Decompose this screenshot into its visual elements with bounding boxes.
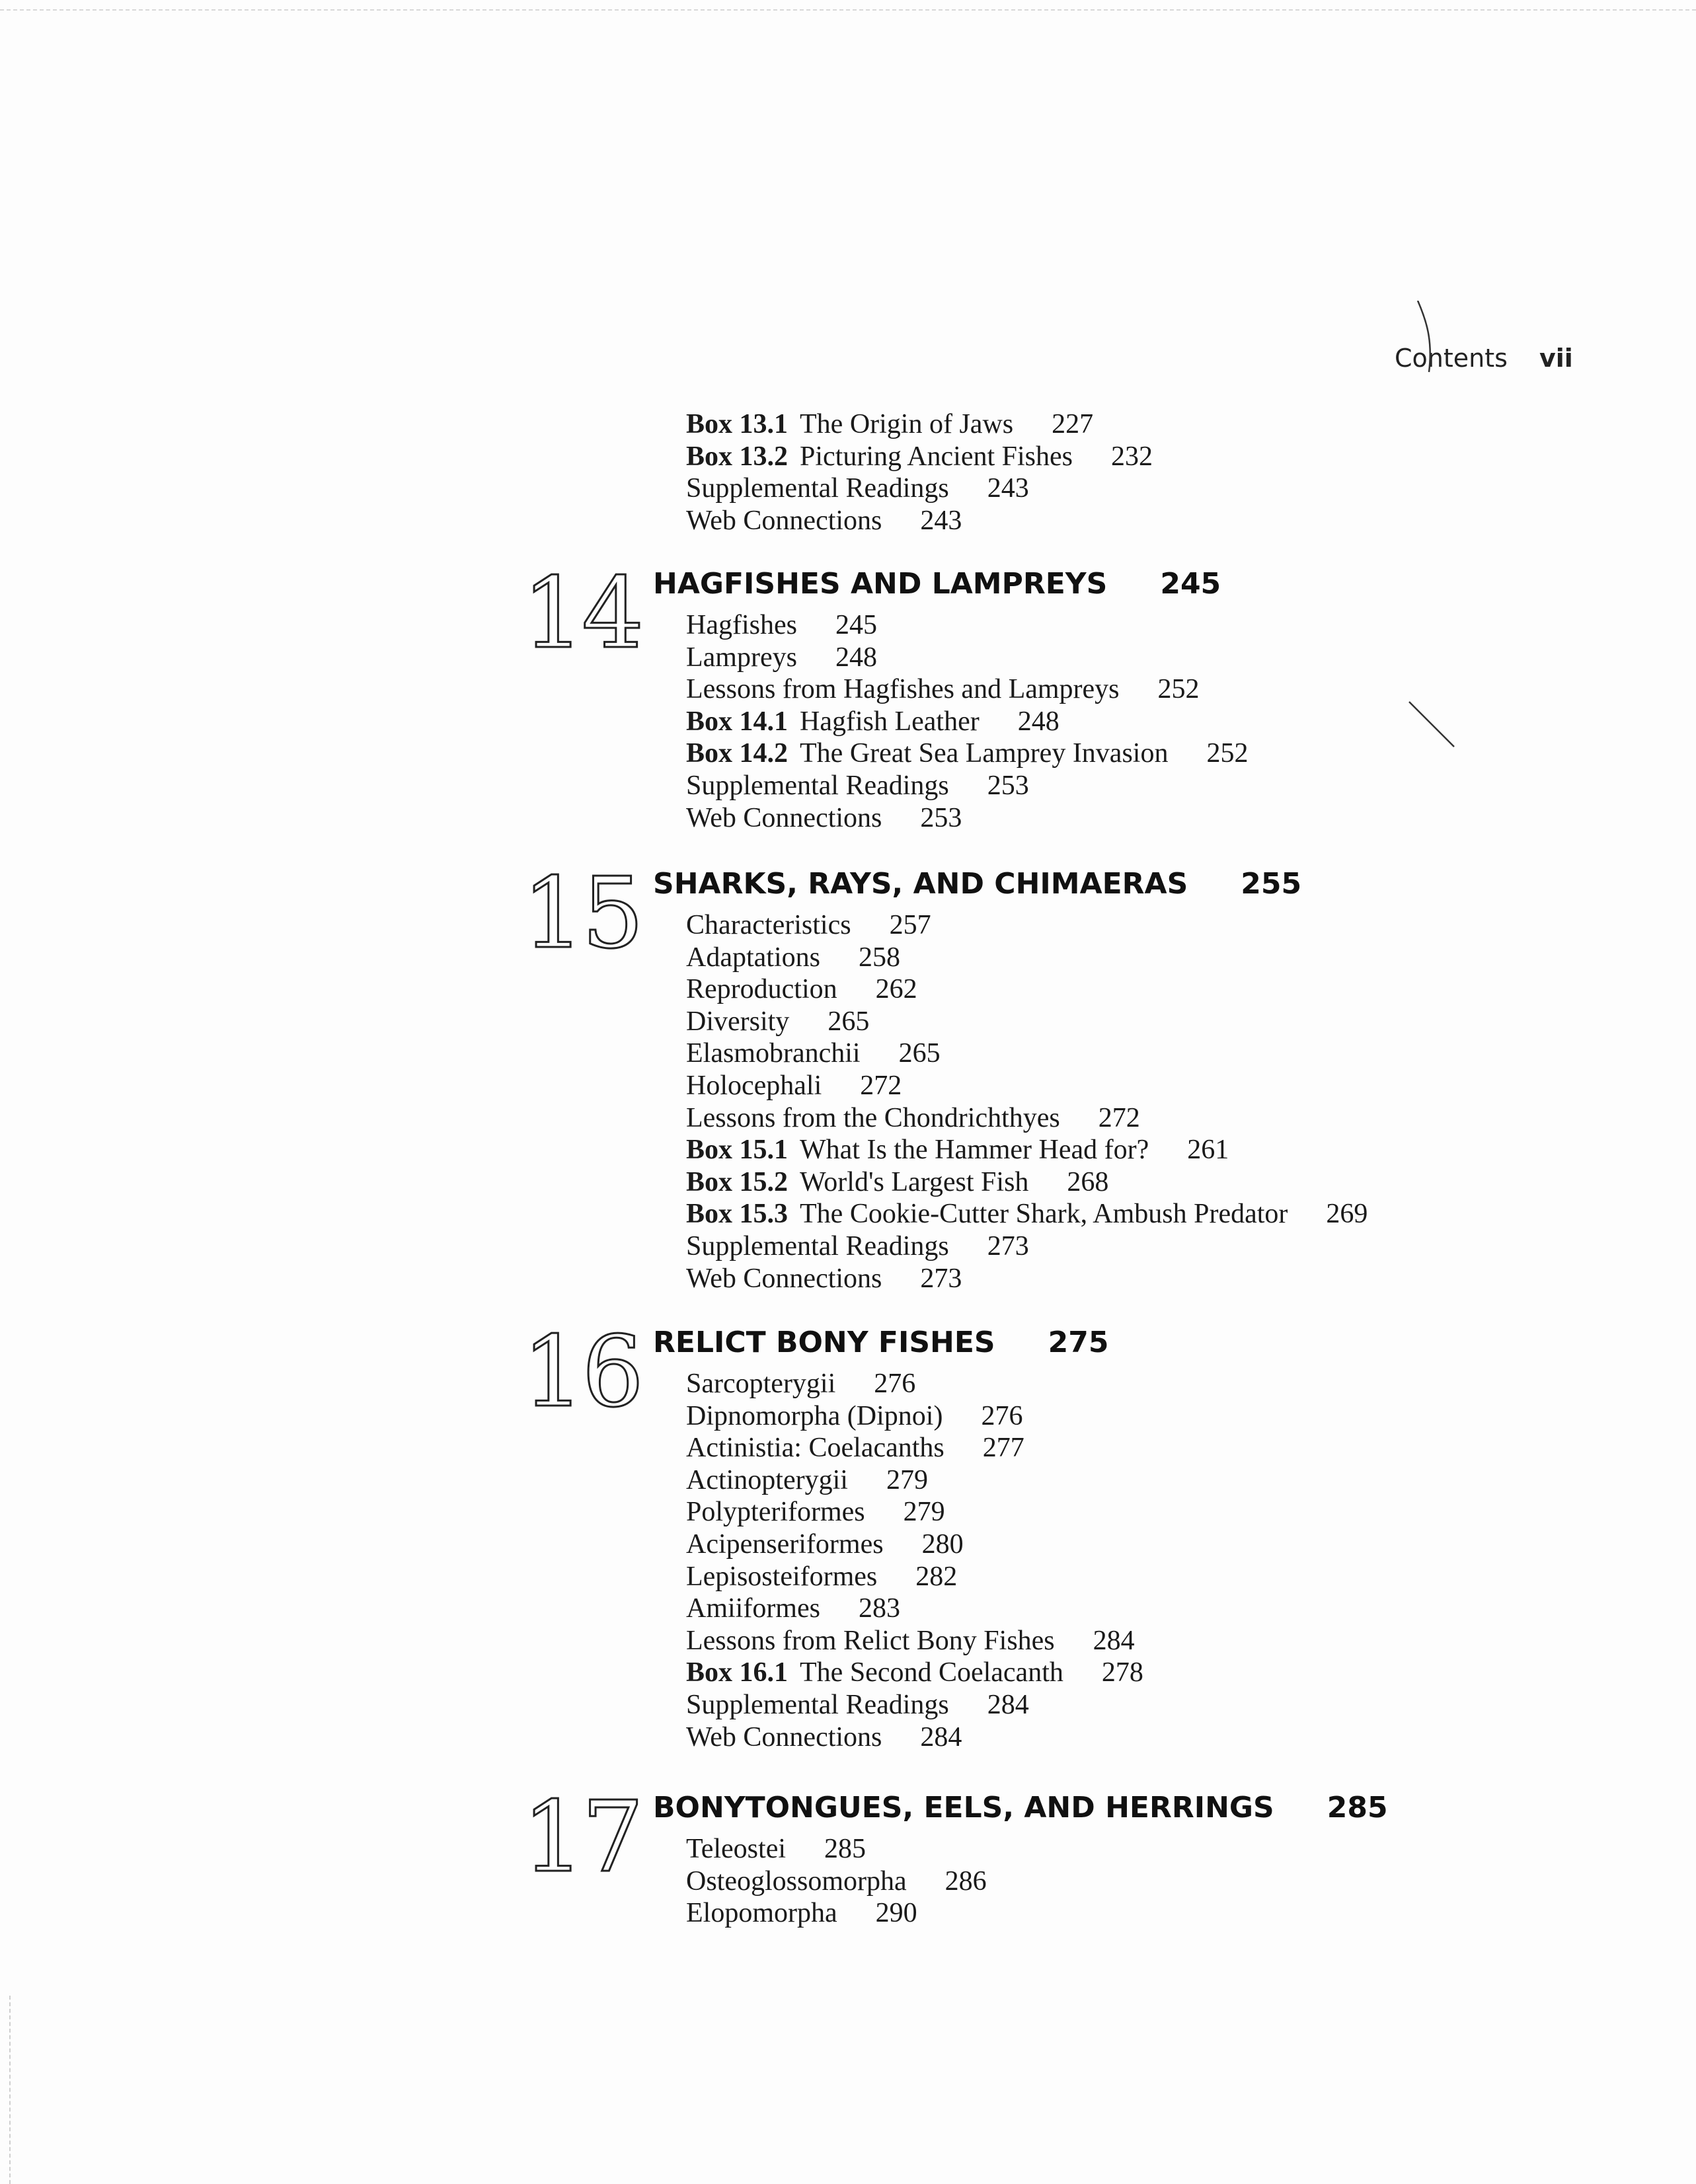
chapter-heading	[653, 867, 1301, 901]
entry-page-number: 277	[982, 1433, 1024, 1464]
toc-entry	[686, 1464, 1143, 1497]
entry-page-number: 232	[1111, 441, 1153, 472]
toc-entry	[686, 909, 1368, 942]
entry-page-number: 273	[920, 1263, 962, 1294]
toc-entry	[686, 1263, 1368, 1295]
entry-title: Hagfishes	[686, 610, 797, 640]
entry-page-number: 272	[860, 1070, 902, 1101]
entry-page-number: 265	[828, 1006, 870, 1037]
toc-entry	[686, 505, 1153, 537]
toc-entry	[686, 1625, 1143, 1657]
entry-title: What Is the Hammer Head for?	[800, 1135, 1149, 1166]
chapter-heading	[653, 1791, 1388, 1825]
entry-title: Sarcopterygii	[686, 1369, 836, 1399]
entry-page-number: 290	[875, 1898, 917, 1929]
entry-title: Supplemental Readings	[686, 1230, 949, 1261]
entry-title: Elasmobranchii	[686, 1038, 861, 1069]
chapter-page-number: 285	[1327, 1791, 1388, 1825]
box-label: Box 16.1	[686, 1657, 789, 1688]
running-head-label: Contents	[1395, 344, 1508, 373]
entry-title: Holocephali	[686, 1070, 822, 1101]
entry-title: Lessons from Hagfishes and Lampreys	[686, 674, 1120, 705]
entry-page-number: 243	[920, 505, 962, 536]
entry-page-number: 278	[1101, 1657, 1143, 1688]
chapter-title: RELICT BONY FISHES	[653, 1326, 995, 1359]
chapter-entries	[686, 1833, 987, 1930]
chapter-number: 15	[522, 856, 642, 970]
entry-title: Lessons from Relict Bony Fishes	[686, 1625, 1055, 1656]
toc-entry	[686, 609, 1248, 642]
chapter-entries	[686, 909, 1368, 1295]
entry-page-number: 279	[903, 1497, 945, 1528]
chapter-page-number: 255	[1241, 867, 1302, 901]
box-label: Box 13.1	[686, 409, 789, 439]
continued-entries	[686, 408, 1153, 537]
toc-entry	[686, 673, 1248, 706]
chapter-number: 16	[522, 1315, 642, 1429]
toc-entry	[686, 1368, 1143, 1400]
entry-page-number: 268	[1067, 1166, 1109, 1197]
entry-page-number: 245	[835, 610, 877, 640]
entry-page-number: 284	[987, 1689, 1029, 1720]
entry-title: Elopomorpha	[686, 1898, 837, 1929]
entry-title: Amiiformes	[686, 1593, 820, 1624]
scan-edge-top	[0, 9, 1696, 11]
entry-page-number: 261	[1187, 1135, 1229, 1166]
toc-entry	[686, 942, 1368, 974]
box-entry	[686, 706, 1248, 738]
box-entry	[686, 1657, 1143, 1689]
box-entry	[686, 408, 1153, 441]
chapter-number: 14	[522, 556, 642, 670]
box-label: Box 13.2	[686, 441, 789, 472]
chapter-page-number: 275	[1048, 1326, 1109, 1359]
toc-entry	[686, 1102, 1368, 1135]
page-folio: vii	[1539, 344, 1573, 373]
entry-title: Lessons from the Chondrichthyes	[686, 1102, 1060, 1133]
entry-title: Supplemental Readings	[686, 1689, 949, 1720]
entry-title: Supplemental Readings	[686, 473, 949, 504]
chapter-entries	[686, 1368, 1143, 1753]
entry-title: Reproduction	[686, 974, 837, 1005]
entry-title: Polypteriformes	[686, 1497, 865, 1528]
toc-entry	[686, 1432, 1143, 1464]
entry-title: Web Connections	[686, 505, 882, 536]
toc-entry	[686, 1230, 1368, 1263]
toc-entry	[686, 1496, 1143, 1528]
entry-title: Osteoglossomorpha	[686, 1865, 907, 1897]
entry-page-number: 284	[1093, 1625, 1135, 1656]
pencil-mark-icon	[1408, 700, 1461, 753]
toc-entry	[686, 1037, 1368, 1070]
entry-page-number: 283	[858, 1593, 900, 1624]
entry-title: The Great Sea Lamprey Invasion	[800, 738, 1169, 769]
entry-page-number: 273	[987, 1230, 1029, 1261]
entry-page-number: 248	[835, 642, 877, 673]
entry-title: Actinopterygii	[686, 1464, 848, 1495]
box-entry	[686, 1134, 1368, 1166]
entry-title: Web Connections	[686, 1263, 882, 1294]
entry-page-number: 248	[1017, 706, 1060, 737]
entry-title: Web Connections	[686, 802, 882, 833]
entry-page-number: 258	[858, 942, 900, 973]
entry-title: The Cookie-Cutter Shark, Ambush Predator	[800, 1199, 1288, 1230]
entry-page-number: 253	[920, 802, 962, 833]
entry-title: The Second Coelacanth	[800, 1657, 1063, 1688]
entry-page-number: 285	[824, 1834, 866, 1864]
entry-title: Actinistia: Coelacanths	[686, 1433, 944, 1464]
entry-page-number: 227	[1052, 409, 1094, 439]
entry-title: Supplemental Readings	[686, 770, 949, 801]
entry-page-number: 280	[921, 1528, 964, 1560]
box-entry	[686, 1166, 1368, 1199]
entry-title: World's Largest Fish	[800, 1166, 1029, 1197]
box-label: Box 15.2	[686, 1166, 789, 1197]
scan-edge-left	[9, 1996, 11, 2184]
entry-page-number: 272	[1098, 1102, 1140, 1133]
entry-title: Picturing Ancient Fishes	[800, 441, 1073, 472]
toc-entry	[686, 1561, 1143, 1593]
entry-page-number: 257	[889, 910, 931, 940]
chapter-number: 17	[522, 1780, 642, 1894]
chapter-title: SHARKS, RAYS, AND CHIMAERAS	[653, 867, 1188, 901]
chapter-entries	[686, 609, 1248, 834]
entry-title: Characteristics	[686, 910, 851, 940]
entry-page-number: 269	[1326, 1199, 1368, 1230]
entry-title: The Origin of Jaws	[800, 409, 1014, 439]
entry-title: Teleostei	[686, 1834, 786, 1864]
entry-title: Lepisosteiformes	[686, 1561, 878, 1592]
toc-entry	[686, 973, 1368, 1006]
entry-page-number: 276	[874, 1369, 916, 1399]
chapter-title: BONYTONGUES, EELS, AND HERRINGS	[653, 1791, 1274, 1825]
toc-entry	[686, 1833, 987, 1865]
toc-entry	[686, 1721, 1143, 1754]
box-label: Box 14.1	[686, 706, 789, 737]
toc-entry	[686, 1006, 1368, 1038]
toc-entry	[686, 1689, 1143, 1721]
entry-page-number: 265	[898, 1038, 941, 1069]
box-label: Box 15.3	[686, 1199, 789, 1230]
entry-page-number: 243	[987, 473, 1029, 504]
entry-page-number: 262	[875, 974, 917, 1005]
box-label: Box 15.1	[686, 1135, 789, 1166]
toc-entry	[686, 802, 1248, 835]
entry-title: Hagfish Leather	[800, 706, 980, 737]
box-entry	[686, 1198, 1368, 1230]
toc-entry	[686, 642, 1248, 674]
box-entry	[686, 737, 1248, 770]
toc-entry	[686, 1400, 1143, 1433]
pencil-mark-icon	[1414, 301, 1441, 373]
entry-title: Web Connections	[686, 1721, 882, 1752]
entry-title: Adaptations	[686, 942, 820, 973]
box-entry	[686, 441, 1153, 473]
toc-entry	[686, 770, 1248, 802]
entry-page-number: 252	[1206, 738, 1249, 769]
entry-page-number: 284	[920, 1721, 962, 1752]
entry-page-number: 253	[987, 770, 1029, 801]
toc-entry	[686, 1897, 987, 1930]
entry-page-number: 279	[886, 1464, 928, 1495]
entry-page-number: 286	[944, 1865, 987, 1897]
entry-page-number: 252	[1157, 674, 1200, 705]
toc-entry	[686, 472, 1153, 505]
entry-title: Diversity	[686, 1006, 790, 1037]
entry-title: Dipnomorpha (Dipnoi)	[686, 1400, 943, 1431]
toc-entry	[686, 1593, 1143, 1625]
chapter-heading	[653, 1326, 1108, 1359]
toc-entry	[686, 1528, 1143, 1561]
entry-page-number: 276	[981, 1400, 1023, 1431]
entry-title: Acipenseriformes	[686, 1528, 884, 1560]
entry-title: Lampreys	[686, 642, 797, 673]
chapter-title: HAGFISHES AND LAMPREYS	[653, 567, 1108, 601]
toc-entry	[686, 1070, 1368, 1102]
toc-entry	[686, 1865, 987, 1898]
chapter-page-number: 245	[1160, 567, 1221, 601]
box-label: Box 14.2	[686, 738, 789, 769]
entry-page-number: 282	[915, 1561, 958, 1592]
chapter-heading	[653, 567, 1221, 601]
